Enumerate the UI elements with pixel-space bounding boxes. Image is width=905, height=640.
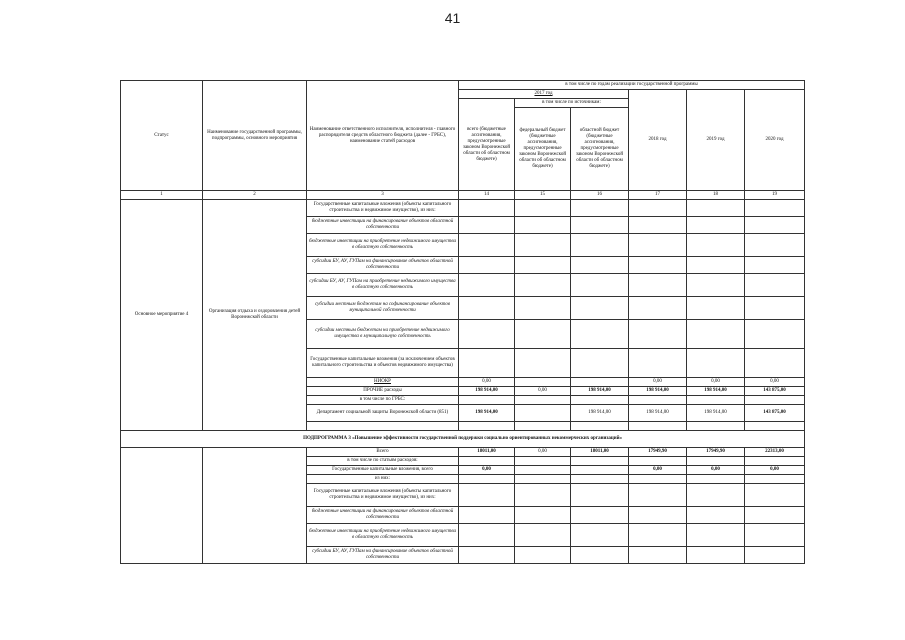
- row-label: Государственные капитальные вложения (объекты капитального строительства и недвижимое имущество), из них:: [307, 200, 459, 217]
- row-label: субсидии БУ, АУ, ГУПам на финансирование объектов областной собственности: [307, 257, 459, 274]
- page-number: 41: [444, 10, 461, 26]
- row-label: Государственные капитальные вложения (объекты капитального строительства и недвижимое имущество), из них:: [307, 484, 459, 507]
- header-incl-sources: в том числе по источникам:: [515, 99, 629, 108]
- col-num: 14: [459, 191, 515, 200]
- dept-label: Департамент социальной защиты Воронежской области (851): [307, 405, 459, 422]
- table-row: ПРОЧИЕ расходы 198 914,00 0,00 198 914,00 198 914,00 198 914,00 143 875,00: [121, 387, 805, 396]
- header-row-1: [121, 81, 805, 90]
- table-row: НИОКР 0,00 0,00 0,00 0,00: [121, 378, 805, 387]
- subprogram-row: [121, 431, 805, 448]
- header-regional: областной бюджет (бюджетные ассигнования, предусмотренные законом Воронежской области об областном бюджете): [571, 108, 629, 191]
- status-cell: Основное мероприятие 4: [121, 200, 203, 431]
- budget-table: [120, 80, 805, 564]
- column-numbers-row: [121, 191, 805, 200]
- row-label: Государственные капитальные вложения (за исключением объектов капитального строительства и объектов недвижимого имущества): [307, 349, 459, 378]
- header-status: Статус: [121, 81, 203, 191]
- header-executor: Наименование ответственного исполнителя, исполнителя - главного распорядителя средств областного бюджета (далее - ГРБС), наименование статей расходов: [307, 81, 459, 191]
- row-label: бюджетные инвестиции на финансирование объектов областной собственности: [307, 507, 459, 524]
- other-label: ПРОЧИЕ расходы: [307, 387, 459, 396]
- header-program: Наименование государственной программы, подпрограммы, основного мероприятия: [203, 81, 307, 191]
- col-num: 17: [629, 191, 687, 200]
- row-label: бюджетные инвестиции на приобретение недвижимого имущества в областную собственность: [307, 524, 459, 547]
- row-label: субсидии БУ, АУ, ГУПам на приобретение недвижимого имущества в областную собственность: [307, 274, 459, 297]
- row-label: субсидии местным бюджетам на приобретение недвижимого имущества в муниципальную собственность: [307, 320, 459, 349]
- header-2020: 2020 год: [745, 90, 805, 191]
- col-num: 2: [203, 191, 307, 200]
- of-them-label: из них:: [307, 475, 459, 484]
- header-year-2017: 2017 год: [459, 90, 629, 99]
- program-cell: Организация отдыха и оздоровления детей Воронежской области: [203, 200, 307, 431]
- row-label: субсидии местным бюджетам на софинансирование объектов муниципальной собственности: [307, 297, 459, 320]
- header-2019: 2019 год: [687, 90, 745, 191]
- subprogram-title: ПОДПРОГРАММА 3 «Повышение эффективности государственной поддержки социально ориентированных некоммерческих организаций»: [121, 431, 805, 448]
- col-num: 1: [121, 191, 203, 200]
- header-2018: 2018 год: [629, 90, 687, 191]
- row-label: бюджетные инвестиции на финансирование объектов областной собственности: [307, 217, 459, 234]
- col-num: 3: [307, 191, 459, 200]
- col-num: 16: [571, 191, 629, 200]
- col-num: 15: [515, 191, 571, 200]
- row-label: бюджетные инвестиции на приобретение недвижимого имущества в областную собственность: [307, 234, 459, 257]
- by-articles-label: в том числе по статьям расходов:: [307, 457, 459, 466]
- gki-label: Государственные капитальные вложения, всего: [307, 466, 459, 475]
- header-total: всего (бюджетные ассигнования, предусмотренные законом Воронежской области об областном бюджете): [459, 99, 515, 191]
- table-row: Всего 18011,00 0,00 18011,00 17949,90 17949,90 22313,00: [121, 448, 805, 457]
- total-label: Всего: [307, 448, 459, 457]
- col-num: 19: [745, 191, 805, 200]
- row-label: субсидии БУ, АУ, ГУПам на финансирование объектов областной собственности: [307, 547, 459, 564]
- incl-grbs-label: в том числе по ГРБС:: [307, 396, 459, 405]
- header-federal: федеральный бюджет (бюджетные ассигнования, предусмотренные законом Воронежской области об областном бюджете): [515, 108, 571, 191]
- col-num: 18: [687, 191, 745, 200]
- niokr-label: НИОКР: [307, 378, 459, 387]
- header-group-title: в том числе по годам реализации государственной программы: [459, 81, 805, 90]
- table-row: Государственные капитальные вложения, всего 0,00 0,00 0,00 0,00: [121, 466, 805, 475]
- table-row: [121, 200, 805, 217]
- table-row: Департамент социальной защиты Воронежской области (851) 198 914,00 198 914,00 198 914,00 198 914,00 143 875,00: [121, 405, 805, 422]
